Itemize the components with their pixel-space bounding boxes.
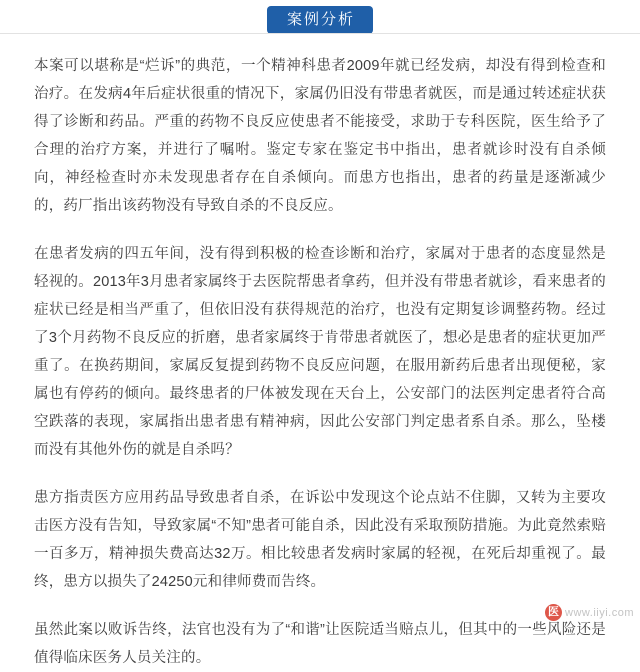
- watermark: [545, 604, 634, 621]
- article-paragraph: 患方指责医方应用药品导致患者自杀，在诉讼中发现这个论点站不住脚，又转为主要攻击医方没有告知，导致家属“不知”患者可能自杀，因此没有采取预防措施。为此竟然索赔一百多万，精神损失费高达32万。相比较患者发病时家属的轻视，在死后却重视了。最终，患方以损失了24250元和律师费而告终。: [34, 490, 606, 590]
- article-paragraph: 虽然此案以败诉告终，法官也没有为了“和谐”让医院适当赔点儿，但其中的一些风险还是值得临床医务人员关注的。: [34, 622, 606, 666]
- section-badge: 案例分析: [267, 6, 373, 34]
- watermark-logo-icon: 医: [545, 604, 562, 621]
- article-paragraph: 在患者发病的四五年间，没有得到积极的检查诊断和治疗，家属对于患者的态度显然是轻视的。2013年3月患者家属终于去医院帮患者拿药，但并没有带患者就诊，看来患者的症状已经是相当严重了，但依旧没有获得规范的治疗，也没有定期复诊调整药物。经过了3个月药物不良反应的折磨，患者家属终于肯带患者就医了，想必是患者的症状更加严重了。在换药期间，家属反复提到药物不良反应问题，在服用新药后患者出现便秘，家属也有停药的倾向。最终患者的尸体被发现在天台上，公安部门的法医判定患者符合高空跌落的表现，家属指出患者患有精神病，因此公安部门判定患者系自杀。那么，坠楼而没有其他外伤的就是自杀吗？: [34, 246, 606, 458]
- article-paragraph: 本案可以堪称是“烂诉”的典范，一个精神科患者2009年就已经发病，却没有得到检查和治疗。在发病4年后症状很重的情况下，家属仍旧没有带患者就医，而是通过转述症状获得了诊断和药品。严重的药物不良反应使患者不能接受，求助于专科医院，医生给予了合理的治疗方案，并进行了嘱咐。鉴定专家在鉴定书中指出，患者就诊时没有自杀倾向，神经检查时亦未发现患者存在自杀倾向。而患方也指出，患者的药量是逐渐减少的，药厂指出该药物没有导致自杀的不良反应。: [34, 58, 606, 214]
- article-body: [0, 38, 640, 672]
- header-divider: [0, 33, 640, 34]
- watermark-text: www.iiyi.com: [565, 606, 634, 619]
